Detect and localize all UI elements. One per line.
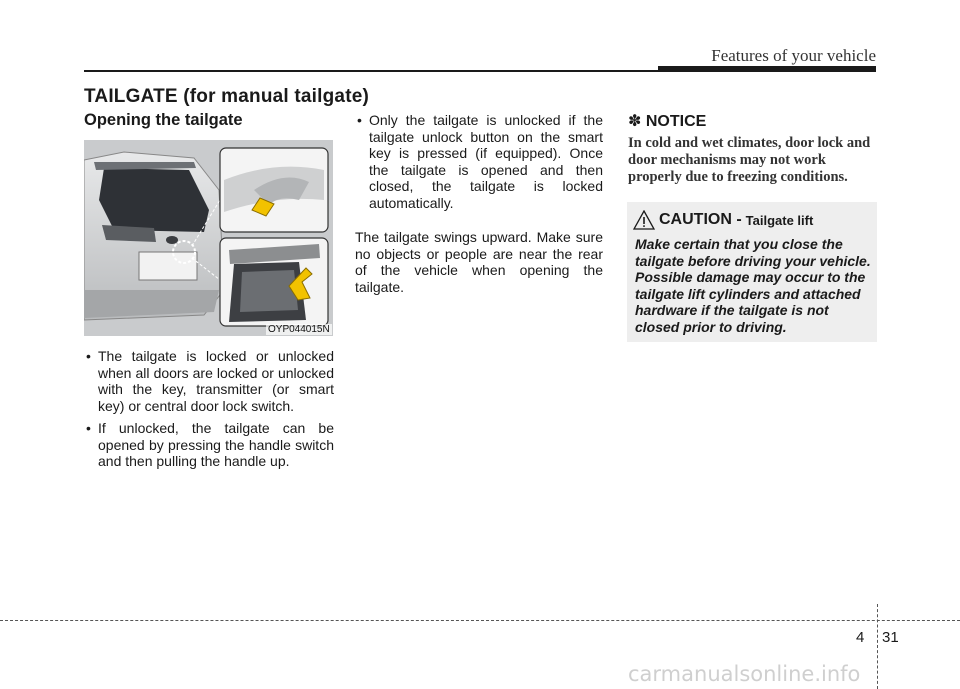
page-number: 31 — [882, 629, 899, 646]
header-rule — [84, 70, 658, 72]
notice-symbol-icon: ✽ — [628, 113, 642, 130]
swing-upward-paragraph: The tailgate swings upward. Make sure no objects or people are near the rear of the vehicle when opening the tailgate. — [355, 229, 603, 295]
caution-header — [633, 210, 813, 230]
notice-label: NOTICE — [645, 113, 707, 130]
caution-subject: Tailgate lift — [745, 212, 814, 228]
tailgate-illustration — [84, 140, 333, 336]
page-divider — [877, 604, 878, 689]
page-chapter-number: 4 — [856, 629, 865, 646]
caution-body: Make certain that you close the tailgate before driving your vehicle. Possible damage may occur to the tailgate lift cylinders and attached hardware if the tailgate is not closed prior to driving. — [635, 236, 871, 335]
bullet-open-handle: • If unlocked, the tailgate can be opened by pressing the handle switch and then pulling the handle up. — [84, 420, 334, 470]
chapter-title: Features of your vehicle — [711, 46, 876, 65]
opening-tailgate-heading: Opening the tailgate — [84, 111, 243, 129]
header-bar — [658, 66, 876, 72]
notice-title — [628, 111, 706, 131]
column-2-text — [355, 112, 603, 295]
tailgate-figure-svg — [84, 140, 333, 336]
warning-triangle-icon — [633, 210, 655, 230]
caution-word: CAUTION - — [659, 211, 742, 228]
column-1-text — [84, 348, 334, 476]
figure-code: OYP044015N — [268, 324, 330, 335]
footer-rule — [0, 620, 960, 621]
section-title: TAILGATE (for manual tailgate) — [84, 86, 370, 107]
watermark: carmanualsonline.info — [628, 662, 861, 686]
notice-body: In cold and wet climates, door lock and door mechanisms may not work properly due to freezing conditions. — [628, 135, 871, 185]
bullet-lock-unlock: • The tailgate is locked or unlocked when all doors are locked or unlocked with the key, transmitter (or smart key) or central door lock switch. — [84, 348, 334, 414]
bullet-smart-key: • Only the tailgate is unlocked if the tailgate unlock button on the smart key is pressed (if equipped). Once the tailgate is opened and then closed, the tailgate is locked automatically. — [355, 112, 603, 211]
